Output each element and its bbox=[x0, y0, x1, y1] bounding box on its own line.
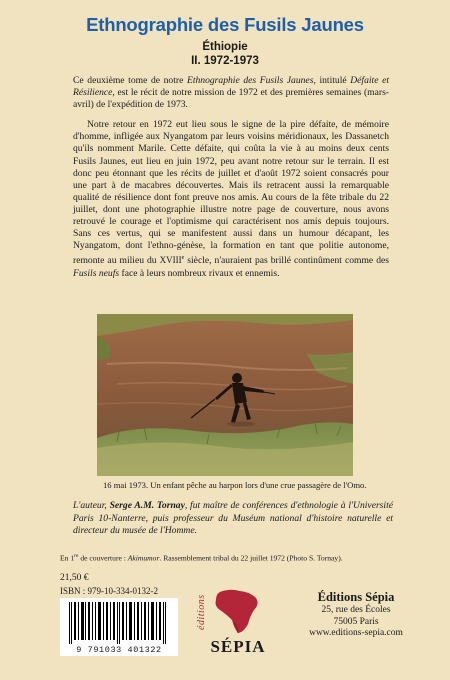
publisher-vertical-label: éditions bbox=[196, 594, 207, 630]
text-run-italic: Ethnographie des Fusils Jaunes bbox=[186, 75, 314, 86]
text-run: , intitulé bbox=[313, 75, 351, 86]
ordinal-suffix: re bbox=[74, 553, 79, 559]
publisher-block bbox=[286, 590, 426, 640]
logo-wordmark: SÉPIA bbox=[210, 637, 266, 656]
text-run: , fut maître de conférences d'ethnologie à l'Université Paris 10-Nanterre, puis professeur du Muséum national d'histoire naturelle et directeur du musée de l'Homme. bbox=[73, 500, 394, 536]
publisher-website: www.editions-sepia.com bbox=[309, 628, 403, 638]
text-run: Ce deuxième tome de notre bbox=[73, 75, 187, 86]
text-run: . Rassemblement tribal du 22 juillet 1972 (Photo S. Tornay). bbox=[159, 553, 343, 563]
text-run-italic: Défaite et Résilience bbox=[73, 75, 390, 99]
text-run: L'auteur, bbox=[73, 500, 110, 511]
text-run-italic: Fusils neufs bbox=[73, 267, 120, 279]
barcode bbox=[60, 598, 178, 656]
book-title: Ethnographie des Fusils Jaunes bbox=[86, 14, 364, 35]
text-run: face à leurs nombreux rivaux et ennemis. bbox=[119, 267, 280, 279]
book-isbn: ISBN : 979-10-334-0132-2 bbox=[60, 586, 158, 596]
river-photo bbox=[97, 314, 353, 476]
publisher-address-line1: 25, rue des Écoles bbox=[321, 605, 391, 615]
cover-credit bbox=[60, 553, 400, 563]
barcode-bars bbox=[69, 602, 169, 644]
text-run: , est le récit de notre mission de 1972 et des premières semaines (mars-avril) de l'expédition de 1973. bbox=[73, 87, 389, 111]
text-run: siècle, n'auraient pas brillé continûment comme des bbox=[184, 255, 389, 267]
publisher-address-line2: 75005 Paris bbox=[333, 616, 379, 627]
barcode-digits: 9 791033 401322 bbox=[76, 645, 162, 655]
author-bio bbox=[73, 500, 393, 538]
sepia-logo bbox=[210, 588, 262, 634]
book-volume: II. 1972-1973 bbox=[191, 55, 259, 67]
summary-text bbox=[73, 75, 389, 280]
text-run: Notre retour en 1972 eut lieu sous le signe de la pire défaite, de mémoire d'homme, infligée aux Nyangatom par leurs voisins méridionaux, les Dassanetch qu'ils nomment Marile. Cette défaite, qui coûta la vie à au moins deux cents Fusils Jaunes, eut lieu en juin 1972, peu avant notre retour sur le terrain. Il est donc peu étonnant que les récits de juillet et d'août 1972 soient consacrés pour une part à de macabres découvertes. Mais ils retracent aussi la remarquable qualité de résilience dont font preuve nos amis. Au cours de la fête tribale du 22 juillet, dont une photographie illustre notre page de couverture, nous avons retrouvé le courage et l'optimisme qui caractérisent nos amis depuis toujours. Sans ces vertus, qui se manifestent aussi dans un humour décapant, les Nyangatom, dont l'ethno-génèse, la formation en tant que politie autonome, remonte au milieu du bbox=[73, 119, 389, 267]
text-run: En 1 bbox=[60, 553, 75, 563]
child-fishing-image bbox=[97, 314, 353, 476]
publisher-name: Éditions Sépia bbox=[317, 590, 395, 604]
summary-paragraph-2 bbox=[73, 119, 389, 279]
author-name: Serge A.M. Tornay bbox=[109, 500, 185, 511]
africa-map-icon bbox=[210, 588, 262, 634]
book-price: 21,50 € bbox=[60, 573, 89, 583]
century-suffix: e bbox=[181, 255, 185, 262]
century-numeral: XVIII bbox=[159, 255, 182, 266]
book-country: Éthiopie bbox=[202, 41, 248, 53]
text-run: de couverture : bbox=[78, 553, 128, 563]
photo-caption: 16 mai 1973. Un enfant pêche au harpon lors d'une crue passagère de l'Omo. bbox=[103, 480, 367, 490]
text-run-italic: Akimumor bbox=[127, 553, 160, 563]
summary-paragraph-1 bbox=[73, 75, 389, 111]
